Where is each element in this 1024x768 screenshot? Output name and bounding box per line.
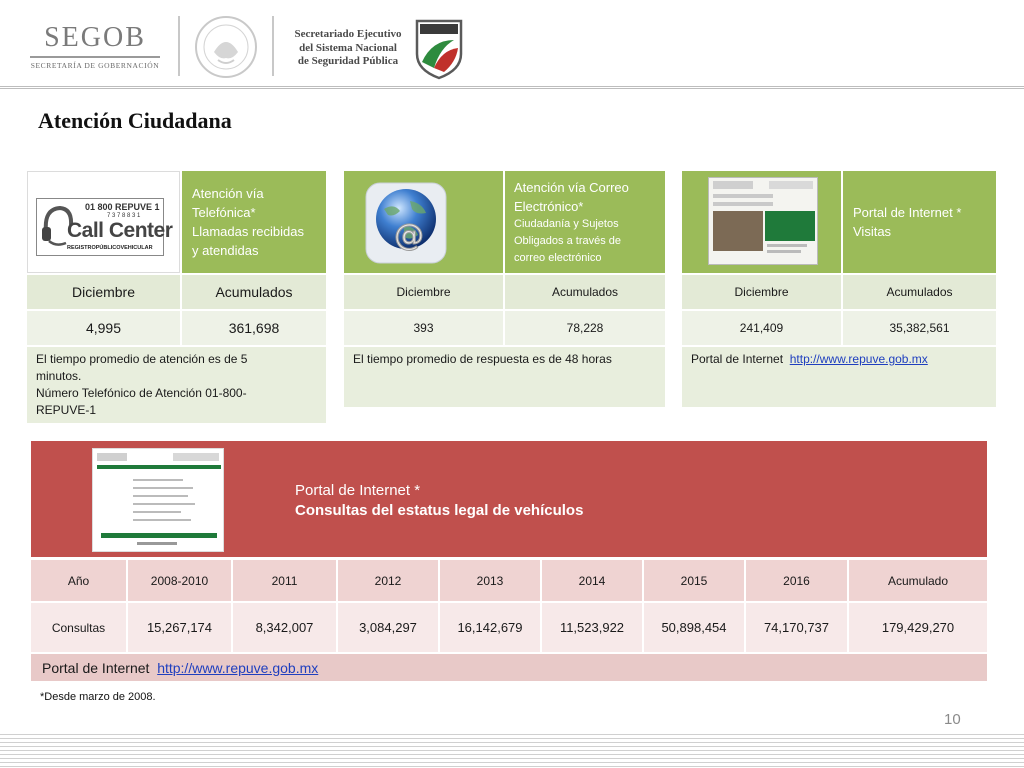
portal-screenshot-cell bbox=[682, 171, 841, 273]
phone-col-acumulados: Acumulados bbox=[182, 275, 326, 309]
phone-col-diciembre: Diciembre bbox=[27, 275, 180, 309]
globe-email-icon bbox=[364, 181, 448, 265]
page-number: 10 bbox=[944, 711, 961, 728]
segob-subtitle: SECRETARÍA DE GOBERNACIÓN bbox=[30, 61, 160, 70]
header-line: Obligados a través de bbox=[514, 235, 622, 247]
col-header: 2011 bbox=[233, 560, 336, 601]
segob-wordmark: SEGOB bbox=[44, 22, 146, 53]
col-header: 2016 bbox=[746, 560, 847, 601]
email-attention-card bbox=[344, 171, 665, 407]
national-seal-icon bbox=[190, 14, 262, 85]
col-header: 2013 bbox=[440, 560, 540, 601]
note-line: REPUVE-1 bbox=[36, 403, 97, 417]
header-line: Portal de Internet * bbox=[853, 205, 962, 220]
consultas-title bbox=[295, 481, 583, 521]
portal-val-diciembre: 241,409 bbox=[682, 311, 841, 345]
call-center-number: 01 800 REPUVE 1 bbox=[85, 202, 160, 212]
portal-visits-header bbox=[843, 171, 996, 273]
svg-text:@: @ bbox=[394, 218, 424, 253]
table-cell: 15,267,174 bbox=[128, 603, 231, 652]
consultas-banner bbox=[31, 441, 987, 557]
portal-note-label: Portal de Internet bbox=[691, 352, 784, 366]
repuve-link[interactable]: http://www.repuve.gob.mx bbox=[789, 352, 928, 366]
header-line: Electrónico* bbox=[514, 199, 584, 214]
portal-visits-card bbox=[682, 171, 996, 407]
phone-header bbox=[182, 171, 326, 273]
col-header: Año bbox=[31, 560, 126, 601]
header-line: correo electrónico bbox=[514, 252, 602, 264]
portal-screenshot-thumbnail bbox=[708, 177, 818, 265]
call-center-logo bbox=[36, 198, 173, 256]
header-line: y atendidas bbox=[192, 243, 259, 258]
header-line: Visitas bbox=[853, 224, 892, 239]
email-col-diciembre: Diciembre bbox=[344, 275, 503, 309]
header-rule bbox=[0, 86, 1024, 89]
col-header: 2015 bbox=[644, 560, 744, 601]
header-line: Atención vía Correo bbox=[514, 180, 629, 195]
segob-logo bbox=[30, 22, 160, 72]
segob-bar bbox=[30, 56, 160, 58]
consultas-header-row bbox=[31, 560, 987, 601]
header-line: Atención vía bbox=[192, 186, 264, 201]
header-line: Ciudadanía y Sujetos bbox=[514, 218, 619, 230]
portal-col-acumulados: Acumulados bbox=[843, 275, 996, 309]
table-cell: 3,084,297 bbox=[338, 603, 438, 652]
email-val-acumulados: 78,228 bbox=[505, 311, 665, 345]
sesnsp-line: del Sistema Nacional bbox=[299, 41, 397, 54]
table-cell: 50,898,454 bbox=[644, 603, 744, 652]
call-center-wordmark: Call Center bbox=[67, 219, 173, 242]
row-label: Consultas bbox=[31, 603, 126, 652]
portal-val-acumulados: 35,382,561 bbox=[843, 311, 996, 345]
sesnsp-line: de Seguridad Pública bbox=[297, 55, 399, 67]
sesnsp-line: Secretariado Ejecutivo bbox=[294, 28, 402, 40]
col-header: 2012 bbox=[338, 560, 438, 601]
sistema-nacional-shield-icon bbox=[414, 18, 464, 85]
consultas-footer-label: Portal de Internet bbox=[42, 660, 150, 676]
slide-header bbox=[0, 0, 1024, 90]
phone-note bbox=[27, 347, 326, 423]
call-center-digits: 7 3 7 8 8 3 1 bbox=[107, 213, 141, 219]
sesnsp-name bbox=[288, 28, 408, 69]
col-header: 2008-2010 bbox=[128, 560, 231, 601]
consultas-footer-row bbox=[31, 654, 987, 681]
consultas-screenshot-thumbnail bbox=[92, 448, 224, 552]
footnote: *Desde marzo de 2008. bbox=[40, 691, 156, 703]
header-divider bbox=[178, 16, 180, 76]
col-header: 2014 bbox=[542, 560, 642, 601]
portal-col-diciembre: Diciembre bbox=[682, 275, 841, 309]
table-cell: 74,170,737 bbox=[746, 603, 847, 652]
portal-note bbox=[682, 347, 996, 407]
consultas-title-line: Portal de Internet * bbox=[295, 482, 421, 499]
col-header: Acumulado bbox=[849, 560, 987, 601]
table-cell: 8,342,007 bbox=[233, 603, 336, 652]
consultas-data-row bbox=[31, 603, 987, 652]
email-note: El tiempo promedio de respuesta es de 48 horas bbox=[344, 347, 665, 407]
email-val-diciembre: 393 bbox=[344, 311, 503, 345]
header-divider bbox=[272, 16, 274, 76]
call-center-registry: REGISTROPÚBLICOVEHICULAR bbox=[67, 245, 153, 251]
email-col-acumulados: Acumulados bbox=[505, 275, 665, 309]
repuve-link[interactable]: http://www.repuve.gob.mx bbox=[157, 660, 319, 676]
header-line: Telefónica* bbox=[192, 205, 256, 220]
header-line: Llamadas recibidas bbox=[192, 224, 305, 239]
call-center-logo-cell bbox=[27, 171, 180, 273]
email-header bbox=[505, 171, 665, 273]
note-line: Número Telefónico de Atención 01-800- bbox=[36, 386, 247, 400]
table-cell: 179,429,270 bbox=[849, 603, 987, 652]
footer-decoration bbox=[0, 734, 1024, 768]
email-image-cell bbox=[344, 171, 503, 273]
page-title: Atención Ciudadana bbox=[38, 108, 232, 133]
phone-val-diciembre: 4,995 bbox=[27, 311, 180, 345]
note-line: minutos. bbox=[36, 369, 82, 383]
table-cell: 16,142,679 bbox=[440, 603, 540, 652]
phone-val-acumulados: 361,698 bbox=[182, 311, 326, 345]
table-cell: 11,523,922 bbox=[542, 603, 642, 652]
note-line: El tiempo promedio de atención es de 5 bbox=[36, 352, 248, 366]
phone-attention-card bbox=[27, 171, 326, 423]
consultas-title-line: Consultas del estatus legal de vehículos bbox=[295, 502, 584, 519]
